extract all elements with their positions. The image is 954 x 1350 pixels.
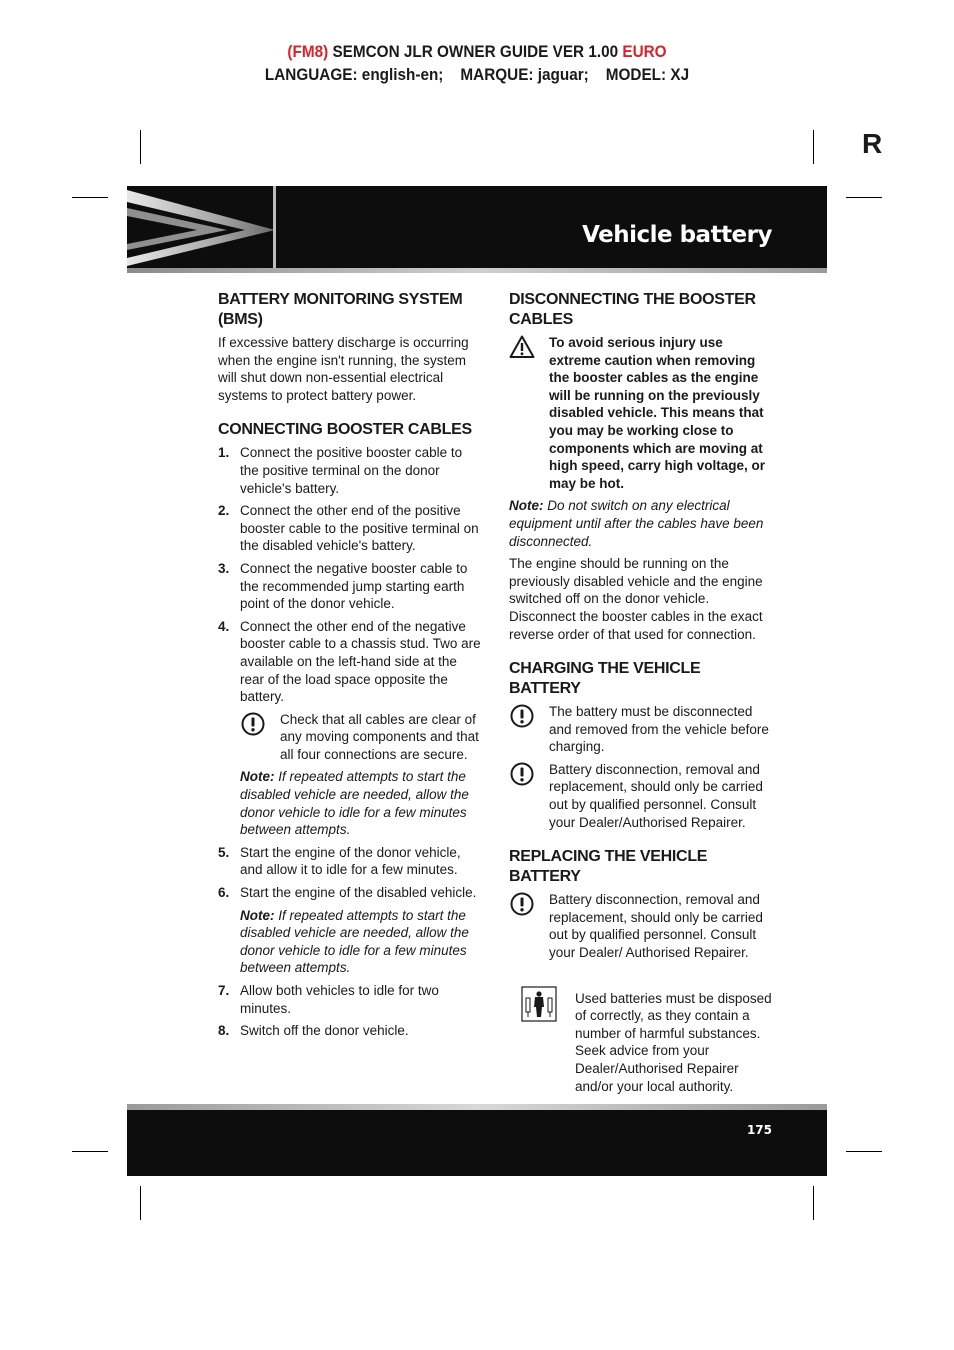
caution-block <box>509 703 775 756</box>
warning-text: To avoid serious injury use extreme caution when removing the booster cables as the engine will be running on the previously disabled vehicle. This means that you may be working close to components which are moving at high speed, carry high voltage, or may be hot. <box>549 335 766 491</box>
chapter-title: Vehicle battery <box>582 222 772 248</box>
note-label: Note: <box>240 907 275 923</box>
caution-exclamation-icon <box>240 711 266 737</box>
note-text: If repeated attempts to start the disabled vehicle are needed, allow the donor vehicle to idle for a few minutes between attempts. <box>240 907 469 976</box>
note <box>240 907 484 977</box>
step-text: Connect the positive booster cable to the positive terminal on the donor vehicle's battery. <box>240 445 463 496</box>
note <box>509 497 775 550</box>
step-number: 4. <box>218 618 230 634</box>
step-text: Allow both vehicles to idle for two minutes. <box>240 983 439 1016</box>
step-number: 7. <box>218 983 230 998</box>
list-item <box>218 502 484 555</box>
chevron-graphic-icon <box>127 186 275 268</box>
note-text: If repeated attempts to start the disabled vehicle are needed, allow the donor vehicle to idle for a few minutes between attempts. <box>240 769 469 838</box>
caution-block <box>509 761 775 831</box>
caution-exclamation-icon <box>509 703 535 729</box>
header-code: (FM8) <box>287 42 329 61</box>
step-text: Start the engine of the donor vehicle, and allow it to idle for a few minutes. <box>240 844 461 878</box>
footer-bar <box>127 1110 827 1176</box>
connecting-section <box>218 420 484 1039</box>
left-column <box>218 290 484 1056</box>
document-header <box>48 40 907 86</box>
banner-strip <box>127 268 827 273</box>
document-header-line1 <box>48 40 907 63</box>
step-number: 5. <box>218 844 230 860</box>
list-item <box>218 444 484 497</box>
step-number: 8. <box>218 1023 230 1039</box>
chapter-banner <box>127 186 827 268</box>
step-number: 3. <box>218 560 230 576</box>
list-item <box>218 618 484 706</box>
list-item <box>218 884 484 902</box>
note-text: Do not switch on any electrical equipment until after the cables have been disconnected. <box>509 498 764 549</box>
crop-mark <box>140 1186 141 1220</box>
replacing-section <box>509 847 775 1095</box>
disconnecting-body: The engine should be running on the previously disabled vehicle and the engine switched off on the donor vehicle. Disconnect the booster cables in the exact reverse order of that used for connection. <box>509 556 763 642</box>
document-header-line2: LANGUAGE: english-en; MARQUE: jaguar; MODEL: XJ <box>264 65 690 84</box>
crop-mark <box>140 130 141 164</box>
disposal-block <box>509 990 775 1096</box>
step-number: 1. <box>218 445 230 461</box>
caution-exclamation-icon <box>509 761 535 787</box>
caution-text: Battery disconnection, removal and replacement, should only be carried out by qualified personnel. Consult your Dealer/ Authorised Repairer. <box>549 892 763 961</box>
note-label: Note: <box>240 769 275 785</box>
warning-triangle-icon <box>509 334 535 360</box>
caution-text: Check that all cables are clear of any moving components and that all four connections are secure. <box>280 711 479 762</box>
step-text: Connect the other end of the negative booster cable to a chassis stud. Two are available on the left-hand side at the rear of the load space opposite the battery. <box>240 618 481 705</box>
header-title: SEMCON JLR OWNER GUIDE VER 1.00 <box>332 42 619 61</box>
disconnecting-heading: DISCONNECTING THE BOOSTER CABLES <box>509 291 756 328</box>
crop-mark <box>72 1151 108 1152</box>
header-region: EURO <box>622 42 667 61</box>
crop-mark <box>72 197 108 198</box>
battery-disposal-icon <box>521 986 557 1022</box>
crop-mark <box>846 1151 882 1152</box>
list-item <box>218 1022 484 1040</box>
warning-block <box>509 334 775 492</box>
list-item <box>218 844 484 879</box>
step-number: 6. <box>218 885 230 901</box>
caution-text: The battery must be disconnected and removed from the vehicle before charging. <box>549 704 769 755</box>
step-text: Connect the negative booster cable to the recommended jump starting earth point of the donor vehicle. <box>240 560 468 612</box>
banner-divider <box>273 186 276 268</box>
step-text: Start the engine of the disabled vehicle. <box>240 885 477 901</box>
crop-mark <box>813 130 814 164</box>
replacing-heading: REPLACING THE VEHICLE BATTERY <box>509 848 708 886</box>
caution-exclamation-icon <box>509 891 535 917</box>
right-column <box>509 290 775 1111</box>
crop-mark <box>846 197 882 198</box>
list-item <box>218 982 484 1017</box>
note <box>240 768 484 838</box>
connecting-heading: CONNECTING BOOSTER CABLES <box>218 421 472 439</box>
step-text: Switch off the donor vehicle. <box>240 1023 409 1039</box>
bms-body: If excessive battery discharge is occurring when the engine isn't running, the system will shut down non-essential electrical systems to protect battery power. <box>218 335 469 403</box>
caution-block <box>240 711 484 764</box>
step-number: 2. <box>218 503 230 519</box>
caution-text: Battery disconnection, removal and replacement, should only be carried out by qualified personnel. Consult your Dealer/Authorised Repairer. <box>549 761 763 830</box>
caution-block <box>509 891 775 961</box>
disposal-text: Used batteries must be disposed of correctly, as they contain a number of harmful substances. Seek advice from your Dealer/Authorised Repairer and/or your local authority. <box>575 990 772 1094</box>
note-label: Note: <box>509 498 544 514</box>
list-item <box>218 560 484 613</box>
step-text: Connect the other end of the positive booster cable to the positive terminal on the disabled vehicle's battery. <box>240 503 479 554</box>
page-number: 175 <box>746 1123 772 1137</box>
charging-section <box>509 659 775 831</box>
charging-heading: CHARGING THE VEHICLE BATTERY <box>509 660 701 698</box>
bms-section <box>218 290 484 404</box>
bms-heading: BATTERY MONITORING SYSTEM (BMS) <box>218 291 463 328</box>
crop-mark <box>813 1186 814 1220</box>
disconnecting-section <box>509 290 775 643</box>
section-tab-letter: R <box>862 128 883 159</box>
